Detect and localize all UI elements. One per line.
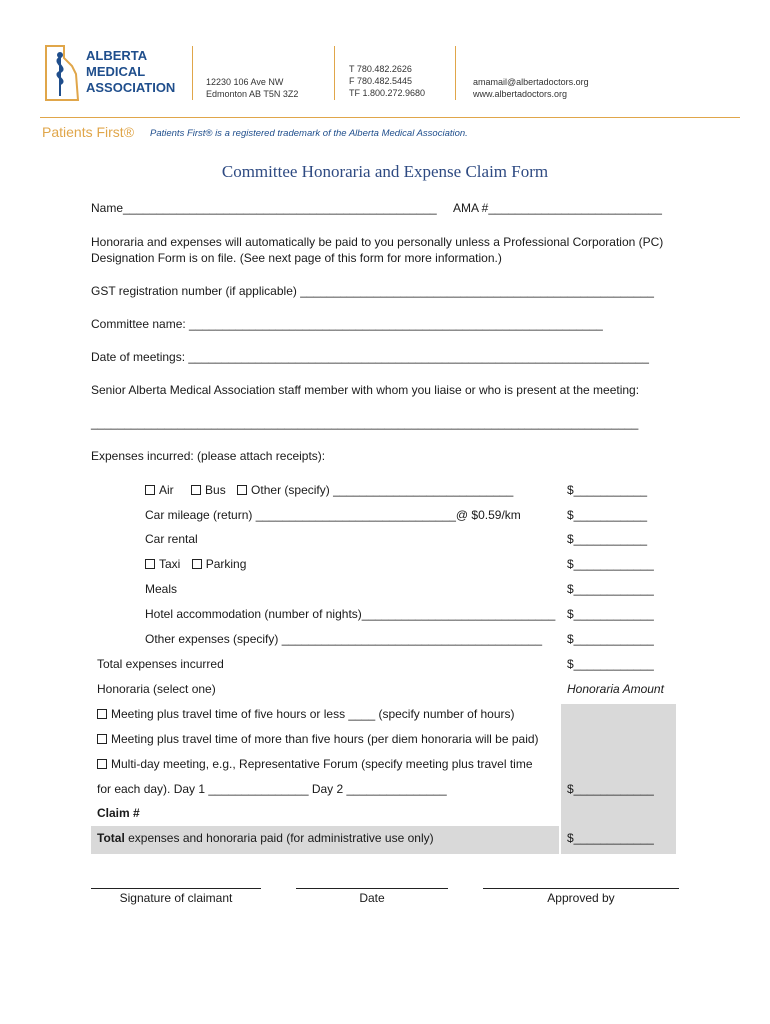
honoraria-option2 (97, 732, 539, 746)
total-paid-label (97, 831, 434, 845)
transport-amount[interactable]: $___________ (567, 483, 648, 497)
parking-label: Parking (205, 557, 247, 571)
ama-number-field[interactable]: AMA #__________________________ (453, 201, 662, 215)
other-expenses-amount[interactable]: $____________ (567, 632, 654, 646)
option3-label: Multi-day meeting, e.g., Representative Forum (specify meeting plus travel time (111, 757, 533, 771)
bus-label: Bus (205, 483, 226, 497)
mileage-field[interactable]: Car mileage (return) ______________________________@ $0.59/km (145, 508, 521, 522)
hotel-field[interactable]: Hotel accommodation (number of nights)_____________________________ (145, 607, 556, 621)
other-checkbox[interactable] (237, 485, 247, 495)
address-line1: 12230 106 Ave NW (206, 77, 284, 87)
option1-label: Meeting plus travel time of five hours or less ____ (specify number of hours) (111, 707, 515, 721)
other-expenses-field[interactable]: Other expenses (specify) _______________________________________ (145, 632, 543, 646)
intro-line1: Honoraria and expenses will automatically be paid to you personally unless a Professional Corporation (PC) (91, 235, 664, 249)
taxi-checkbox[interactable] (145, 559, 155, 569)
meals-label: Meals (145, 582, 178, 596)
meals-amount[interactable]: $____________ (567, 582, 654, 596)
bus-checkbox[interactable] (191, 485, 201, 495)
other-specify-field[interactable]: Other (specify) ___________________________ (251, 483, 514, 497)
org-name-line2: MEDICAL (86, 64, 146, 79)
approved-line[interactable] (483, 888, 679, 889)
tagline: Patients First® (42, 124, 135, 140)
ama-logo (42, 44, 182, 102)
car-rental-amount[interactable]: $___________ (567, 532, 648, 546)
email-link[interactable]: amamail@albertadoctors.org (473, 77, 589, 87)
parking-checkbox[interactable] (192, 559, 202, 569)
phone-line2: F 780.482.5445 (349, 76, 413, 86)
mileage-amount[interactable]: $___________ (567, 508, 648, 522)
form-title: Committee Honoraria and Expense Claim Form (221, 162, 549, 181)
claim-number-label: Claim # (97, 806, 140, 820)
committee-field[interactable]: Committee name: ______________________________________________________________ (91, 317, 603, 331)
option2-label: Meeting plus travel time of more than five hours (per diem honoraria will be paid) (111, 732, 539, 746)
trademark-note: Patients First® is a registered trademark of the Alberta Medical Association. (150, 128, 468, 139)
phone-line3: TF 1.800.272.9680 (349, 88, 426, 98)
address-line2: Edmonton AB T5N 3Z2 (206, 89, 299, 99)
address-block (206, 76, 298, 100)
option2-checkbox[interactable] (97, 734, 107, 744)
option1-checkbox[interactable] (97, 709, 107, 719)
honoraria-label: Honoraria (select one) (97, 682, 216, 696)
intro-line2: Designation Form is on file. (See next page of this form for more information.) (91, 251, 502, 265)
header-divider (40, 117, 740, 118)
hotel-amount[interactable]: $____________ (567, 607, 654, 621)
date-label: Date (359, 891, 385, 905)
honoraria-option3 (97, 757, 533, 771)
phone-block (349, 63, 425, 99)
total-paid-amount[interactable]: $____________ (567, 831, 654, 845)
website-link[interactable]: www.albertadoctors.org (473, 89, 568, 99)
transport-row (145, 483, 513, 497)
expenses-label: Expenses incurred: (please attach receipts): (91, 449, 326, 463)
gst-field[interactable]: GST registration number (if applicable) _____________________________________________________ (91, 284, 654, 298)
taxi-parking-amount[interactable]: $____________ (567, 557, 654, 571)
signature-label: Signature of claimant (119, 891, 233, 905)
total-expenses-amount[interactable]: $____________ (567, 657, 654, 671)
signature-line[interactable] (91, 888, 261, 889)
approved-label: Approved by (547, 891, 615, 905)
air-checkbox[interactable] (145, 485, 155, 495)
org-name-line1: ALBERTA (86, 48, 148, 63)
org-name-line3: ASSOCIATION (86, 80, 176, 95)
total-expenses-label: Total expenses incurred (97, 657, 224, 671)
phone-line1: T 780.482.2626 (349, 64, 412, 74)
total-bold: Total (97, 831, 125, 845)
option3-checkbox[interactable] (97, 759, 107, 769)
honoraria-amount-heading: Honoraria Amount (567, 682, 664, 696)
air-label: Air (159, 483, 174, 497)
honoraria-option1 (97, 707, 515, 721)
alberta-map-icon (42, 44, 82, 102)
name-field[interactable]: Name_______________________________________________ (91, 201, 437, 215)
liaison-label: Senior Alberta Medical Association staff member with whom you liaise or who is present at the meeting: (91, 383, 640, 397)
day-fields[interactable]: for each day). Day 1 _______________ Day 2 _______________ (97, 782, 447, 796)
total-rest: expenses and honoraria paid (for administrative use only) (124, 831, 434, 845)
liaison-field[interactable]: __________________________________________________________________________________ (91, 416, 639, 430)
taxi-label: Taxi (159, 557, 181, 571)
honoraria-amount[interactable]: $____________ (567, 782, 654, 796)
meetings-field[interactable]: Date of meetings: _____________________________________________________________________ (91, 350, 649, 364)
car-rental-label: Car rental (145, 532, 198, 546)
taxi-parking-row (145, 557, 246, 571)
date-line[interactable] (296, 888, 448, 889)
contact-block (473, 76, 589, 100)
